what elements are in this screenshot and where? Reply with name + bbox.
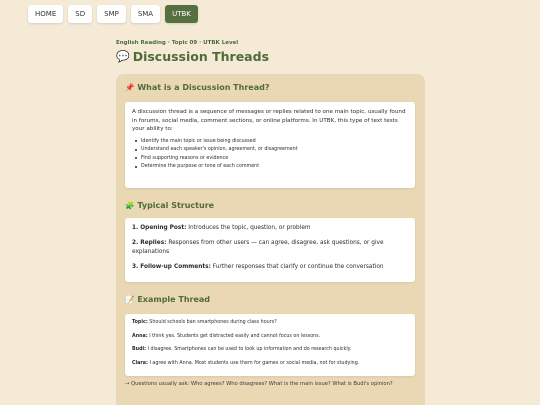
- page-title: [116, 49, 269, 64]
- list-item: Find supporting reasons or evidence: [134, 155, 408, 162]
- example-thread-card: [125, 314, 415, 376]
- breadcrumb: English Reading · Topic 09 · UTBK Level: [116, 40, 239, 46]
- structure-item: [132, 263, 408, 272]
- thread-message: [132, 361, 408, 368]
- nav-home-button[interactable]: HOME: [28, 5, 63, 23]
- nav-utbk-button[interactable]: UTBK: [165, 5, 198, 23]
- skills-list: [132, 138, 408, 171]
- structure-term: 3. Follow-up Comments:: [132, 263, 211, 270]
- thread-speaker: Anna:: [132, 333, 148, 339]
- section-heading-what: [125, 83, 269, 92]
- structure-desc: Introduces the topic, question, or problem: [186, 225, 311, 231]
- section-heading-example: [125, 295, 210, 304]
- structure-desc: Further responses that clarify or continue the conversation: [210, 263, 384, 270]
- structure-desc: Responses from other users — can agree, disagree, ask questions, or give explanations: [132, 239, 384, 255]
- pushpin-icon: 📌: [125, 83, 135, 92]
- question-hint: → Questions usually ask: Who agrees? Who disagrees? What is the main issue? What is Budi's opinion?: [125, 381, 393, 387]
- list-item: Identify the main topic or issue being discussed: [134, 138, 408, 145]
- thread-message: [132, 334, 408, 341]
- definition-card: [125, 102, 415, 188]
- nav-sma-button[interactable]: SMA: [131, 5, 160, 23]
- structure-item: [132, 224, 408, 233]
- definition-text: A discussion thread is a sequence of messages or replies related to one main topic, usually found in forums, social media, comment sections, or online platforms. In UTBK, this type of text tests your ability to:: [132, 109, 406, 133]
- list-item: Determine the purpose or tone of each comment: [134, 163, 408, 170]
- thread-text: I think yes. Students get distracted easily and cannot focus on lessons.: [147, 333, 321, 339]
- thread-text: I agree with Anna. Most students use them for games or social media, not for studying.: [147, 361, 360, 367]
- thread-message: [132, 320, 408, 327]
- nav-smp-button[interactable]: SMP: [97, 5, 126, 23]
- structure-term: 2. Replies:: [132, 239, 167, 246]
- section-heading-text: Example Thread: [137, 295, 211, 304]
- speech-bubble-icon: 💬: [116, 50, 130, 63]
- section-heading-text: What is a Discussion Thread?: [137, 83, 270, 92]
- structure-term: 1. Opening Post:: [132, 225, 187, 231]
- thread-message: [132, 347, 408, 354]
- thread-speaker: Budi:: [132, 347, 147, 353]
- memo-icon: 📝: [125, 295, 135, 304]
- thread-speaker: Topic:: [132, 320, 148, 325]
- content-panel: [116, 74, 425, 405]
- structure-card: [125, 218, 415, 282]
- page-title-text: Discussion Threads: [132, 49, 270, 64]
- top-nav: [28, 5, 198, 23]
- section-heading-text: Typical Structure: [137, 201, 215, 210]
- thread-text: Should schools ban smartphones during class hours?: [147, 320, 277, 325]
- section-heading-structure: [125, 201, 214, 210]
- structure-item: [132, 239, 408, 257]
- list-item: Understand each speaker's opinion, agreement, or disagreement: [134, 146, 408, 153]
- puzzle-piece-icon: 🧩: [125, 201, 135, 210]
- nav-sd-button[interactable]: SD: [68, 5, 92, 23]
- thread-speaker: Clara:: [132, 361, 148, 367]
- thread-text: I disagree. Smartphones can be used to look up information and do research quickly.: [146, 347, 352, 353]
